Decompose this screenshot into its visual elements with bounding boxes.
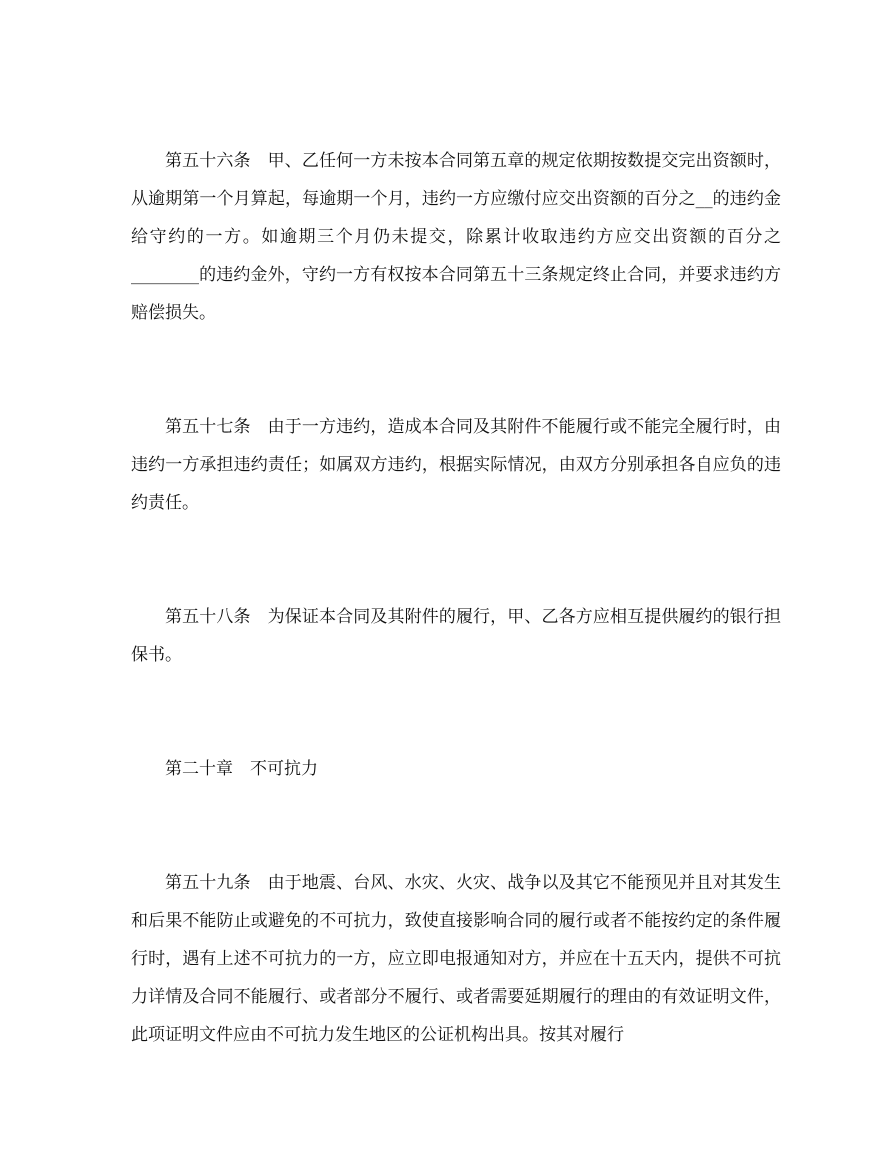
article-56-paragraph: 第五十六条 甲、乙任何一方未按本合同第五章的规定依期按数提交完出资额时，从逾期第一个月算起，每逾期一个月，违约一方应缴付应交出资额的百分之__的违约金给守约的一方。如逾期三个月仍未提交，除累计收取违约方应交出资额的百分之________的违约金外，守约一方有权按本合同第五十三条规定终止合同，并要求违约方赔偿损失。 — [131, 151, 781, 323]
article-58-paragraph: 第五十八条 为保证本合同及其附件的履行，甲、乙各方应相互提供履约的银行担保书。 — [131, 607, 781, 665]
article-59-paragraph: 第五十九条 由于地震、台风、水灾、火灾、战争以及其它不能预见并且对其发生和后果不能防止或避免的不可抗力，致使直接影响合同的履行或者不能按约定的条件履行时，遇有上述不可抗力的一方，应立即电报通知对方，并应在十五天内，提供不可抗力详情及合同不能履行、或者部分不履行、或者需要延期履行的理由的有效证明文件，此项证明文件应由不可抗力发生地区的公证机构出具。按其对履行 — [131, 873, 781, 1045]
document-body — [131, 142, 781, 1054]
article-57-paragraph: 第五十七条 由于一方违约，造成本合同及其附件不能履行或不能完全履行时，由违约一方承担违约责任；如属双方违约，根据实际情况，由双方分别承担各自应负的违约责任。 — [131, 417, 781, 513]
chapter-20-heading: 第二十章 不可抗力 — [165, 759, 318, 779]
